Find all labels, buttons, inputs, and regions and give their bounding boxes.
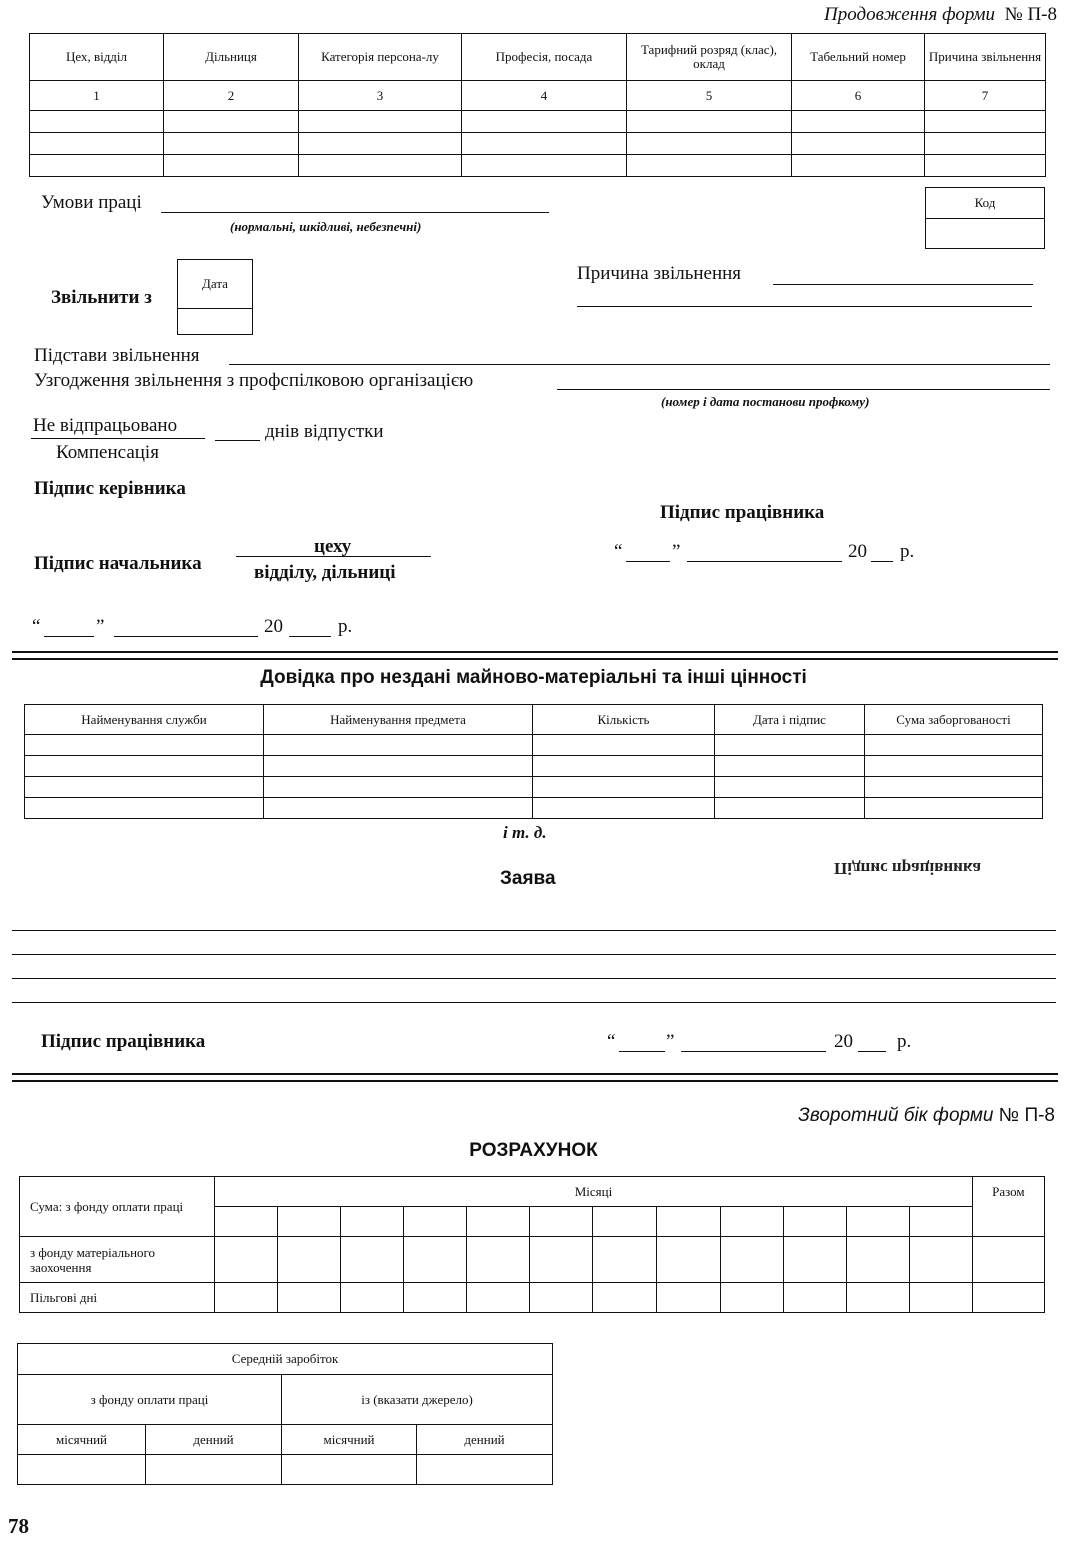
month-cell[interactable] xyxy=(909,1283,972,1313)
cell[interactable] xyxy=(25,735,264,756)
date-open-quote: “ xyxy=(607,1031,616,1052)
month-cell[interactable] xyxy=(656,1237,720,1283)
col-header: Сума заборгованості xyxy=(865,705,1043,735)
chief-bottom-label: відділу, дільниці xyxy=(254,562,396,583)
union-hint: (номер і дата постанови профкому) xyxy=(661,394,870,409)
table-row xyxy=(30,133,1046,155)
months-header: Місяці xyxy=(215,1177,973,1207)
dismiss-label: Звільнити з xyxy=(51,287,152,308)
month-cell[interactable] xyxy=(593,1207,656,1237)
application-line[interactable] xyxy=(12,1002,1056,1003)
row-label: Пільгові дні xyxy=(20,1283,215,1313)
day-field[interactable] xyxy=(44,636,94,637)
month-cell[interactable] xyxy=(278,1207,341,1237)
cell[interactable] xyxy=(533,735,715,756)
month-cell[interactable] xyxy=(467,1283,530,1313)
cell[interactable] xyxy=(164,155,299,177)
application-line[interactable] xyxy=(12,930,1056,931)
cell[interactable] xyxy=(417,1455,553,1485)
month-cell[interactable] xyxy=(467,1207,530,1237)
daily-label: денний xyxy=(417,1425,553,1455)
col-number: 7 xyxy=(925,81,1046,111)
col-number: 2 xyxy=(164,81,299,111)
union-label: Узгодження звільнення з профспілковою організацією xyxy=(34,370,474,391)
row-label: Сума: з фонду оплати праці xyxy=(20,1177,215,1237)
month-cell[interactable] xyxy=(530,1237,593,1283)
col-number: 4 xyxy=(462,81,627,111)
table-row xyxy=(25,735,1043,756)
col-header: Дата і підпис xyxy=(715,705,865,735)
col-header: Кількість xyxy=(533,705,715,735)
month-cell[interactable] xyxy=(846,1207,909,1237)
continuation-title: Продовження форми xyxy=(824,4,996,25)
table-row xyxy=(25,777,1043,798)
reverse-label: Зворотний бік форми xyxy=(798,1105,994,1126)
month-cell[interactable] xyxy=(593,1237,656,1283)
conditions-label: Умови праці xyxy=(41,192,142,213)
month-cell[interactable] xyxy=(846,1237,909,1283)
compensation-label: Компенсація xyxy=(56,442,159,463)
col-header: Причина звільнення xyxy=(925,34,1046,81)
cell[interactable] xyxy=(925,155,1046,177)
month-cell[interactable] xyxy=(215,1237,278,1283)
col-header: Тарифний розряд (клас), оклад xyxy=(627,34,792,81)
union-field[interactable] xyxy=(557,389,1050,390)
month-cell[interactable] xyxy=(278,1237,341,1283)
month-cell[interactable] xyxy=(215,1283,278,1313)
month-cell[interactable] xyxy=(341,1207,404,1237)
cell[interactable] xyxy=(925,133,1046,155)
cell[interactable] xyxy=(299,133,462,155)
certificate-table xyxy=(24,704,1043,819)
cell[interactable] xyxy=(533,798,715,819)
total-cell[interactable] xyxy=(972,1283,1044,1313)
chief-top-label: цеху xyxy=(314,536,352,557)
code-label: Код xyxy=(926,188,1045,219)
table-row xyxy=(30,155,1046,177)
cell[interactable] xyxy=(30,133,164,155)
month-cell[interactable] xyxy=(783,1237,846,1283)
month-cell[interactable] xyxy=(530,1283,593,1313)
cell[interactable] xyxy=(715,777,865,798)
year-field[interactable] xyxy=(871,561,893,562)
cell[interactable] xyxy=(264,735,533,756)
day-field[interactable] xyxy=(619,1051,665,1052)
month-field[interactable] xyxy=(687,561,842,562)
cell[interactable] xyxy=(533,756,715,777)
cell[interactable] xyxy=(462,133,627,155)
total-header: Разом xyxy=(972,1177,1044,1237)
section-divider xyxy=(12,1073,1058,1082)
conditions-field[interactable] xyxy=(161,212,549,213)
cell[interactable] xyxy=(715,735,865,756)
col-number: 5 xyxy=(627,81,792,111)
certificate-title: Довідка про нездані майново-матеріальні та інші цінності xyxy=(260,667,807,688)
cell[interactable] xyxy=(925,111,1046,133)
date-open-quote: “ xyxy=(614,541,623,562)
not-worked-label: Не відпрацьовано xyxy=(33,415,178,436)
month-cell[interactable] xyxy=(530,1207,593,1237)
reverse-side-header xyxy=(798,1105,1055,1127)
vacation-days-field[interactable] xyxy=(215,440,260,441)
calculation-title: РОЗРАХУНОК xyxy=(469,1140,598,1161)
employee-signature-label: Підпис працівника xyxy=(660,502,825,523)
month-cell[interactable] xyxy=(783,1283,846,1313)
cell[interactable] xyxy=(792,133,925,155)
table-row xyxy=(18,1455,553,1485)
month-cell[interactable] xyxy=(720,1237,783,1283)
col-header: Табельний номер xyxy=(792,34,925,81)
month-cell[interactable] xyxy=(404,1207,467,1237)
table-row xyxy=(20,1283,1045,1313)
avg-earnings-title: Середній заробіток xyxy=(18,1344,553,1375)
cell[interactable] xyxy=(792,111,925,133)
chief-fraction-line xyxy=(236,556,431,557)
cell[interactable] xyxy=(299,155,462,177)
reverse-form-number: № П-8 xyxy=(998,1105,1055,1126)
day-field[interactable] xyxy=(626,561,670,562)
col-header: Дільниця xyxy=(164,34,299,81)
month-cell[interactable] xyxy=(341,1237,404,1283)
cell[interactable] xyxy=(533,777,715,798)
conditions-hint: (нормальні, шкідливі, небезпечні) xyxy=(230,219,422,234)
application-signature-label: Підпис працівника xyxy=(41,1031,206,1052)
cell[interactable] xyxy=(715,756,865,777)
date-close-quote: ” xyxy=(666,1031,675,1052)
cell[interactable] xyxy=(18,1455,146,1485)
cell[interactable] xyxy=(865,735,1043,756)
month-cell[interactable] xyxy=(341,1283,404,1313)
table-row xyxy=(20,1237,1045,1283)
cell[interactable] xyxy=(164,111,299,133)
other-source-label: із (вказати джерело) xyxy=(282,1375,553,1425)
cell[interactable] xyxy=(30,111,164,133)
monthly-label: місячний xyxy=(18,1425,146,1455)
cell[interactable] xyxy=(792,155,925,177)
year-suffix: р. xyxy=(900,541,915,562)
vacation-days-label: днів відпустки xyxy=(265,421,384,442)
mirrored-bleed-text: Підпис працівника xyxy=(834,859,982,878)
year-prefix: 20 xyxy=(848,541,867,562)
month-cell[interactable] xyxy=(846,1283,909,1313)
table-row xyxy=(25,798,1043,819)
application-line[interactable] xyxy=(12,978,1056,979)
col-header: Найменування предмета xyxy=(264,705,533,735)
cell[interactable] xyxy=(627,133,792,155)
col-header: Цех, відділ xyxy=(30,34,164,81)
month-cell[interactable] xyxy=(467,1237,530,1283)
month-cell[interactable] xyxy=(215,1207,278,1237)
year-field[interactable] xyxy=(289,636,331,637)
cell[interactable] xyxy=(299,111,462,133)
cell[interactable] xyxy=(865,756,1043,777)
date-field[interactable] xyxy=(178,309,253,335)
month-cell[interactable] xyxy=(656,1283,720,1313)
grounds-field[interactable] xyxy=(229,364,1050,365)
code-field[interactable] xyxy=(926,219,1045,249)
cell[interactable] xyxy=(264,756,533,777)
form-continuation-header xyxy=(824,4,1057,26)
cell[interactable] xyxy=(627,111,792,133)
etc-label: і т. д. xyxy=(503,823,547,842)
reason-field-line2[interactable] xyxy=(577,306,1032,307)
reason-label: Причина звільнення xyxy=(577,263,742,284)
cell[interactable] xyxy=(264,777,533,798)
cell[interactable] xyxy=(282,1455,417,1485)
col-number: 6 xyxy=(792,81,925,111)
cell[interactable] xyxy=(462,111,627,133)
year-suffix: р. xyxy=(338,616,353,637)
cell[interactable] xyxy=(146,1455,282,1485)
cell[interactable] xyxy=(627,155,792,177)
month-cell[interactable] xyxy=(404,1237,467,1283)
avg-earnings-table xyxy=(17,1343,553,1485)
code-box xyxy=(925,187,1045,249)
total-cell[interactable] xyxy=(972,1237,1044,1283)
month-cell[interactable] xyxy=(404,1283,467,1313)
table-row xyxy=(30,111,1046,133)
chief-signature-label: Підпис начальника xyxy=(34,553,202,574)
date-label: Дата xyxy=(178,260,253,309)
cell[interactable] xyxy=(25,777,264,798)
grounds-label: Підстави звільнення xyxy=(34,345,200,366)
year-suffix: р. xyxy=(897,1031,912,1052)
staff-table xyxy=(29,33,1046,177)
cell[interactable] xyxy=(462,155,627,177)
form-number: № П-8 xyxy=(1004,4,1057,25)
date-close-quote: ” xyxy=(672,541,681,562)
month-cell[interactable] xyxy=(656,1207,720,1237)
reason-field[interactable] xyxy=(773,284,1033,285)
calculation-table xyxy=(19,1176,1045,1313)
cell[interactable] xyxy=(30,155,164,177)
dismiss-date-box xyxy=(177,259,253,335)
year-field[interactable] xyxy=(858,1051,886,1052)
monthly-label: місячний xyxy=(282,1425,417,1455)
year-prefix: 20 xyxy=(834,1031,853,1052)
col-number: 1 xyxy=(30,81,164,111)
cell[interactable] xyxy=(25,798,264,819)
month-cell[interactable] xyxy=(783,1207,846,1237)
month-field[interactable] xyxy=(681,1051,826,1052)
application-line[interactable] xyxy=(12,954,1056,955)
fund-label: з фонду оплати праці xyxy=(18,1375,282,1425)
cell[interactable] xyxy=(865,777,1043,798)
col-header: Категорія персона-лу xyxy=(299,34,462,81)
month-cell[interactable] xyxy=(909,1237,972,1283)
row-label: з фонду матеріального заохочення xyxy=(20,1237,215,1283)
month-cell[interactable] xyxy=(720,1207,783,1237)
date-open-quote: “ xyxy=(32,616,41,637)
table-row xyxy=(25,756,1043,777)
month-cell[interactable] xyxy=(593,1283,656,1313)
manager-signature-label: Підпис керівника xyxy=(34,478,186,499)
month-cell[interactable] xyxy=(278,1283,341,1313)
cell[interactable] xyxy=(865,798,1043,819)
month-cell[interactable] xyxy=(720,1283,783,1313)
col-number: 3 xyxy=(299,81,462,111)
cell[interactable] xyxy=(264,798,533,819)
date-close-quote: ” xyxy=(96,616,105,637)
cell[interactable] xyxy=(164,133,299,155)
col-header: Найменування служби xyxy=(25,705,264,735)
cell[interactable] xyxy=(715,798,865,819)
month-cell[interactable] xyxy=(909,1207,972,1237)
application-title: Заява xyxy=(500,868,556,889)
daily-label: денний xyxy=(146,1425,282,1455)
page-number: 78 xyxy=(8,1514,29,1538)
fraction-line xyxy=(31,438,205,439)
year-prefix: 20 xyxy=(264,616,283,637)
month-field[interactable] xyxy=(114,636,258,637)
cell[interactable] xyxy=(25,756,264,777)
section-divider xyxy=(12,651,1058,660)
col-header: Професія, посада xyxy=(462,34,627,81)
